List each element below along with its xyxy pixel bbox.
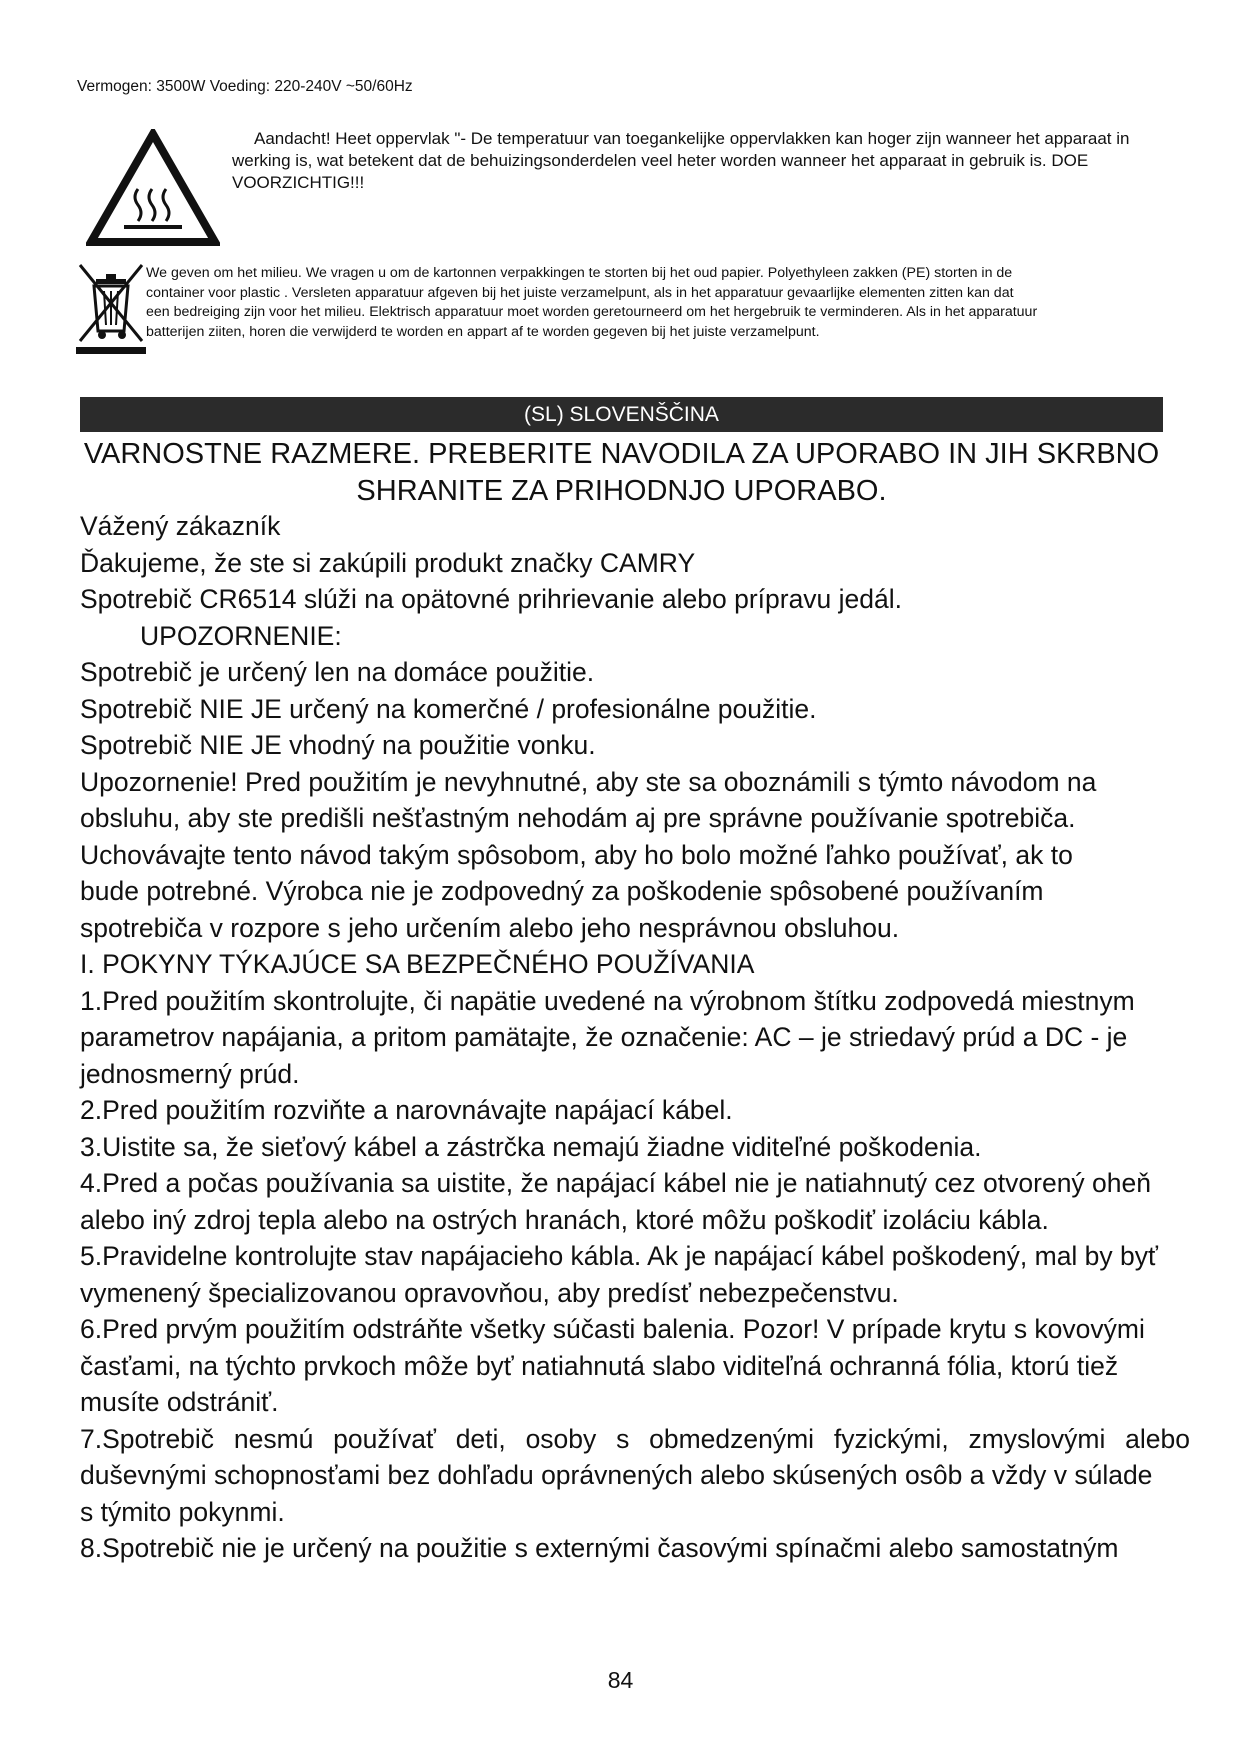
environment-line: container voor plastic . Versleten apparatuur afgeven bij het juiste verzamelpunt, als in het apparatuur gevaarlijke elementen zitten kan dat	[146, 284, 1014, 301]
body-line: musíte odstrániť.	[80, 1387, 279, 1417]
body-line: 5.Pravidelne kontrolujte stav napájacieho kábla. Ak je napájací kábel poškodený, mal by byť	[80, 1241, 1158, 1271]
hot-surface-warning-text	[232, 128, 1192, 194]
warning-line: werking is, wat betekent dat de behuizingsonderdelen veel heter worden wanneer het apparaat in gebruik is. DOE	[232, 151, 1089, 170]
environment-line: We geven om het milieu. We vragen u om de kartonnen verpakkingen te storten bij het oud papier. Polyethyleen zakken (PE) storten in de	[146, 265, 1013, 281]
language-section-bar: (SL) SLOVENŠČINA	[80, 397, 1163, 432]
body-line: časťami, na týchto prvkoch môže byť natiahnutá slabo viditeľná ochranná fólia, ktorú tiež	[80, 1350, 1119, 1381]
body-line: UPOZORNENIE:	[140, 620, 342, 651]
heading-line: VARNOSTNE RAZMERE. PREBERITE NAVODILA ZA UPORABO IN JIH SKRBNO	[83, 438, 1160, 470]
power-spec-line: Vermogen: 3500W Voeding: 220-240V ~50/60Hz	[77, 78, 413, 95]
body-line: Uchovávajte tento návod takým spôsobom, aby ho bolo možné ľahko používať, ak to	[80, 839, 1073, 870]
hot-surface-warning-icon	[86, 129, 220, 247]
environment-line: batterijen ziiten, horen die verwijderd te worden en appart af te worden gegeven bij het juiste verzamelpunt.	[146, 323, 820, 340]
body-line: vymenený špecializovanou opravovňou, aby predísť nebezpečenstvu.	[80, 1277, 899, 1308]
section-heading: I. POKYNY TÝKAJÚCE SA BEZPEČNÉHO POUŽÍVANIA	[80, 949, 755, 979]
body-line: 6.Pred prvým použitím odstráňte všetky súčasti balenia. Pozor! V prípade krytu s kovovými	[80, 1314, 1145, 1344]
page-number: 84	[607, 1667, 634, 1693]
body-line: 8.Spotrebič nie je určený na použitie s externými časovými spínačmi alebo samostatným	[80, 1533, 1119, 1563]
body-line: Spotrebič NIE JE určený na komerčné / profesionálne použitie.	[80, 693, 817, 724]
body-line: 2.Pred použitím rozviňte a narovnávajte napájací kábel.	[80, 1095, 733, 1125]
safety-heading	[80, 436, 1163, 510]
environment-notice	[146, 264, 1146, 342]
body-line: 4.Pred a počas používania sa uistite, že napájací kábel nie je natiahnutý cez otvorený oheň	[80, 1168, 1151, 1198]
body-line: duševnými schopnosťami bez dohľadu oprávnených alebo skúsených osôb a vždy v súlade	[80, 1460, 1153, 1490]
environment-line: een bedreiging zijn voor het milieu. Elektrisch apparatuur moet worden geretourneerd om het hergebruik te verminderen. Als in het apparatuur	[146, 304, 1038, 320]
crossed-out-bin-icon	[76, 259, 146, 355]
body-line: spotrebiča v rozpore s jeho určením alebo jeho nesprávnou obsluhou.	[80, 912, 900, 943]
body-line: Vážený zákazník	[80, 511, 281, 541]
body-line: jednosmerný prúd.	[80, 1058, 300, 1089]
body-line: Spotrebič je určený len na domáce použitie.	[80, 657, 595, 687]
body-line: parametrov napájania, a pritom pamätajte, že označenie: AC – je striedavý prúd a DC - je	[80, 1022, 1128, 1052]
body-line: Upozornenie! Pred použitím je nevyhnutné, aby ste sa oboznámili s týmto návodom na	[80, 766, 1097, 797]
warning-line: VOORZICHTIG!!!	[232, 173, 365, 192]
body-line: alebo iný zdroj tepla alebo na ostrých hranách, ktoré môžu poškodiť izoláciu kábla.	[80, 1204, 1049, 1235]
body-line: bude potrebné. Výrobca nie je zodpovedný za poškodenie spôsobené používaním	[80, 876, 1044, 906]
body-line: 1.Pred použitím skontrolujte, či napätie uvedené na výrobnom štítku zodpovedá miestnym	[80, 985, 1135, 1016]
body-line: Ďakujeme, že ste si zakúpili produkt značky CAMRY	[80, 547, 696, 578]
body-line: 7.Spotrebič nesmú používať deti, osoby s obmedzenými fyzickými, zmyslovými alebo	[80, 1423, 1190, 1454]
body-line: 3.Uistite sa, že sieťový kábel a zástrčka nemajú žiadne viditeľné poškodenia.	[80, 1131, 982, 1162]
warning-line: Aandacht! Heet oppervlak "- De temperatuur van toegankelijke oppervlakken kan hoger zijn wanneer het apparaat in	[254, 129, 1130, 148]
body-line: s týmito pokynmi.	[80, 1496, 285, 1527]
body-line: Spotrebič CR6514 slúži na opätovné prihrievanie alebo prípravu jedál.	[80, 584, 903, 614]
body-line: Spotrebič NIE JE vhodný na použitie vonku.	[80, 730, 596, 760]
heading-line: SHRANITE ZA PRIHODNJO UPORABO.	[356, 475, 887, 507]
manual-body	[80, 508, 1200, 1567]
body-line: obsluhu, aby ste predišli nešťastným nehodám aj pre správne používanie spotrebiča.	[80, 803, 1076, 833]
